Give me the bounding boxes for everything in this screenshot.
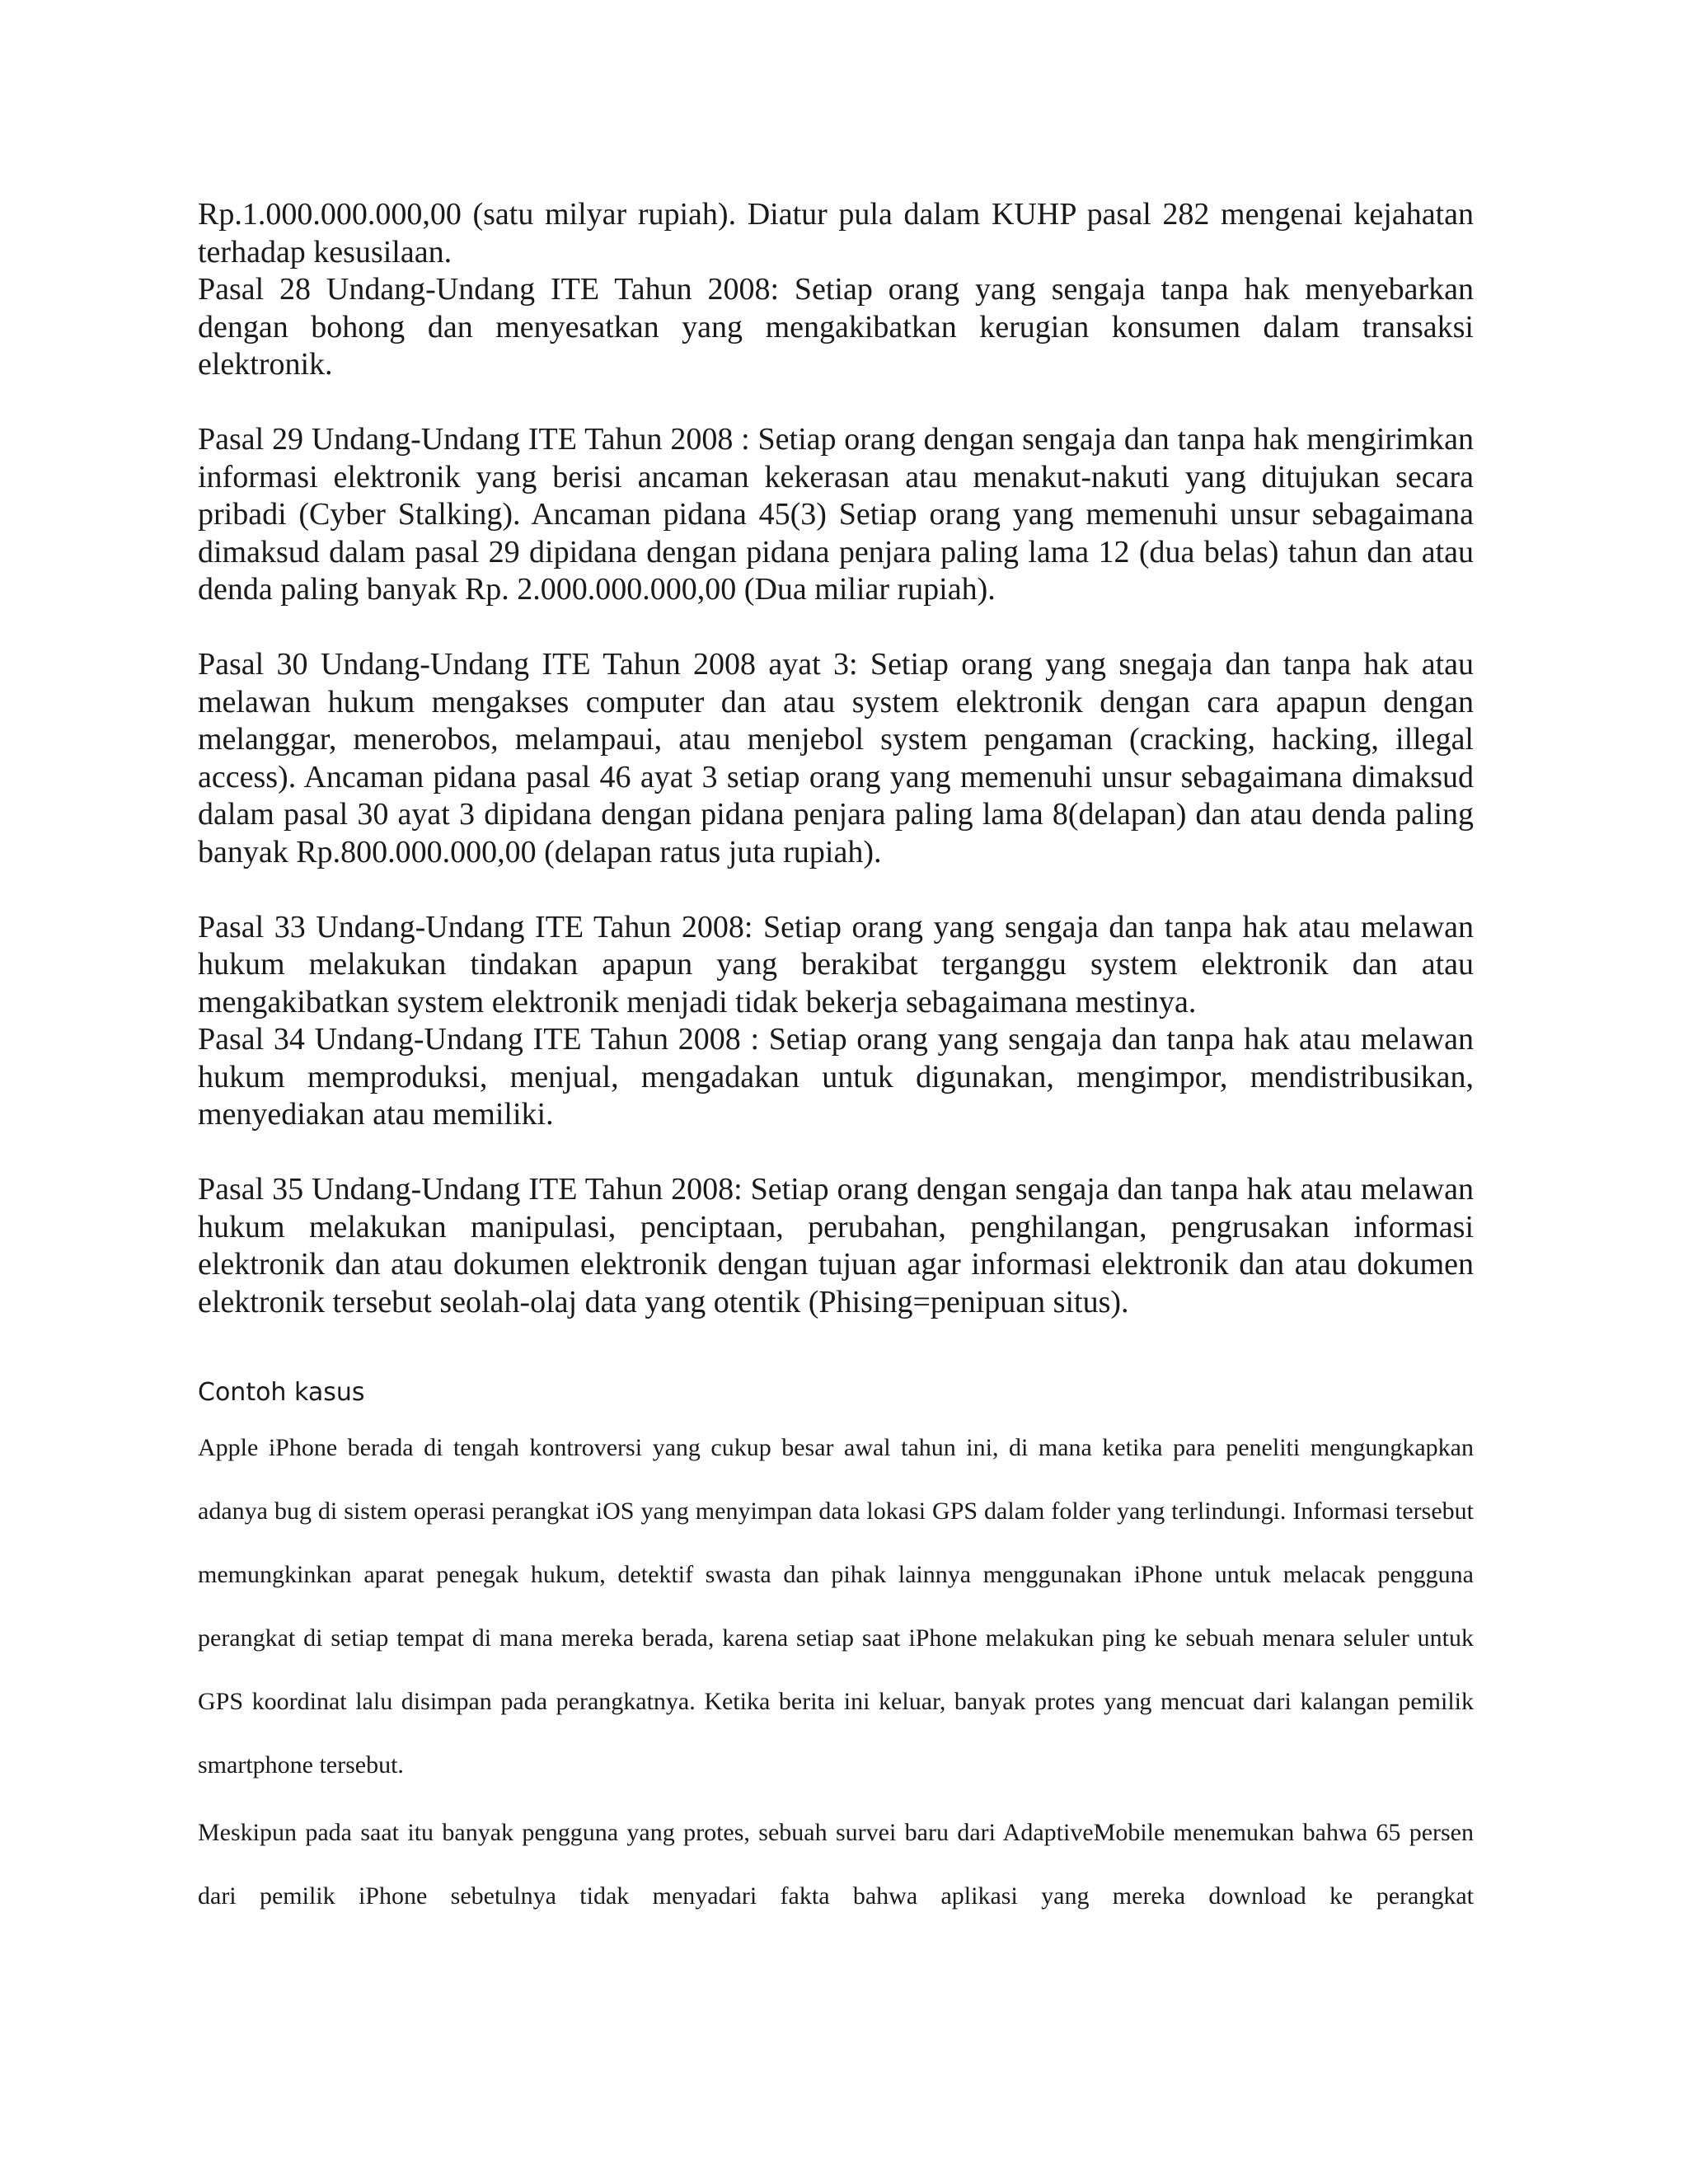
section-heading-contoh-kasus: Contoh kasus — [198, 1378, 365, 1407]
paragraph-pasal-29: Pasal 29 Undang-Undang ITE Tahun 2008 : Setiap orang dengan sengaja dan tanpa hak mengirimkan informasi elektronik yang berisi ancaman kekerasan atau menakut-nakuti yang ditujukan secara pribadi (Cyber Stalking). Ancaman pidana 45(3) Setiap orang yang memenuhi unsur sebagaimana dimaksud dalam pasal 29 dipidana dengan pidana penjara paling lama 12 (dua belas) tahun dan atau denda paling banyak Rp. 2.000.000.000,00 (Dua miliar rupiah). — [198, 422, 1474, 607]
paragraph-pasal-35: Pasal 35 Undang-Undang ITE Tahun 2008: Setiap orang dengan sengaja dan tanpa hak atau melawan hukum melakukan manipulasi, penciptaan, perubahan, penghilangan, pengrusakan informasi elektronik dan atau dokumen elektronik dengan tujuan agar informasi elektronik dan atau dokumen elektronik tersebut seolah-olaj data yang otentik (Phising=penipuan situs). — [198, 1172, 1474, 1319]
legal-section — [198, 196, 1474, 1321]
paragraph-pasal-34: Pasal 34 Undang-Undang ITE Tahun 2008 : Setiap orang yang sengaja dan tanpa hak atau melawan hukum memproduksi, menjual, mengadakan untuk digunakan, mengimpor, mendistribusikan, menyediakan atau memiliki. — [198, 1022, 1474, 1132]
paragraph-case-iphone: Apple iPhone berada di tengah kontroversi yang cukup besar awal tahun ini, di mana ketika para peneliti mengungkapkan adanya bug di sistem operasi perangkat iOS yang menyimpan data lokasi GPS dalam folder yang terlindungi. Informasi tersebut memungkinkan aparat penegak hukum, detektif swasta dan pihak lainnya menggunakan iPhone untuk melacak pengguna perangkat di setiap tempat di mana mereka berada, karena setiap saat iPhone melakukan ping ke sebuah menara seluler untuk GPS koordinat lalu disimpan pada perangkatnya. Ketika berita ini keluar, banyak protes yang mencuat dari kalangan pemilik smartphone tersebut. — [198, 1434, 1474, 1779]
paragraph-pasal-28: Pasal 28 Undang-Undang ITE Tahun 2008: Setiap orang yang sengaja tanpa hak menyebarkan dengan bohong dan menyesatkan yang mengakibatkan kerugian konsumen dalam transaksi elektronik. — [198, 272, 1474, 382]
document-body — [198, 196, 1474, 1928]
paragraph-pasal-33: Pasal 33 Undang-Undang ITE Tahun 2008: Setiap orang yang sengaja dan tanpa hak atau melawan hukum melakukan tindakan apapun yang berakibat terganggu system elektronik dan atau mengakibatkan system elektronik menjadi tidak bekerja sebagaimana mestinya. — [198, 909, 1474, 1019]
paragraph-pasal-30: Pasal 30 Undang-Undang ITE Tahun 2008 ayat 3: Setiap orang yang snegaja dan tanpa hak atau melawan hukum mengakses computer dan atau system elektronik dengan cara apapun dengan melanggar, menerobos, melampaui, atau menjebol system pengaman (cracking, hacking, illegal access). Ancaman pidana pasal 46 ayat 3 setiap orang yang memenuhi unsur sebagaimana dimaksud dalam pasal 30 ayat 3 dipidana dengan pidana penjara paling lama 8(delapan) dan atau denda paling banyak Rp.800.000.000,00 (delapan ratus juta rupiah). — [198, 647, 1474, 869]
case-section — [198, 1416, 1474, 1928]
paragraph-kuhp-282: Rp.1.000.000.000,00 (satu milyar rupiah). Diatur pula dalam KUHP pasal 282 mengenai kejahatan terhadap kesusilaan. — [198, 197, 1474, 269]
paragraph-case-survey: Meskipun pada saat itu banyak pengguna yang protes, sebuah survei baru dari AdaptiveMobile menemukan bahwa 65 persen dari pemilik iPhone sebetulnya tidak menyadari fakta bahwa aplikasi yang mereka download ke perangkat — [198, 1819, 1474, 1910]
